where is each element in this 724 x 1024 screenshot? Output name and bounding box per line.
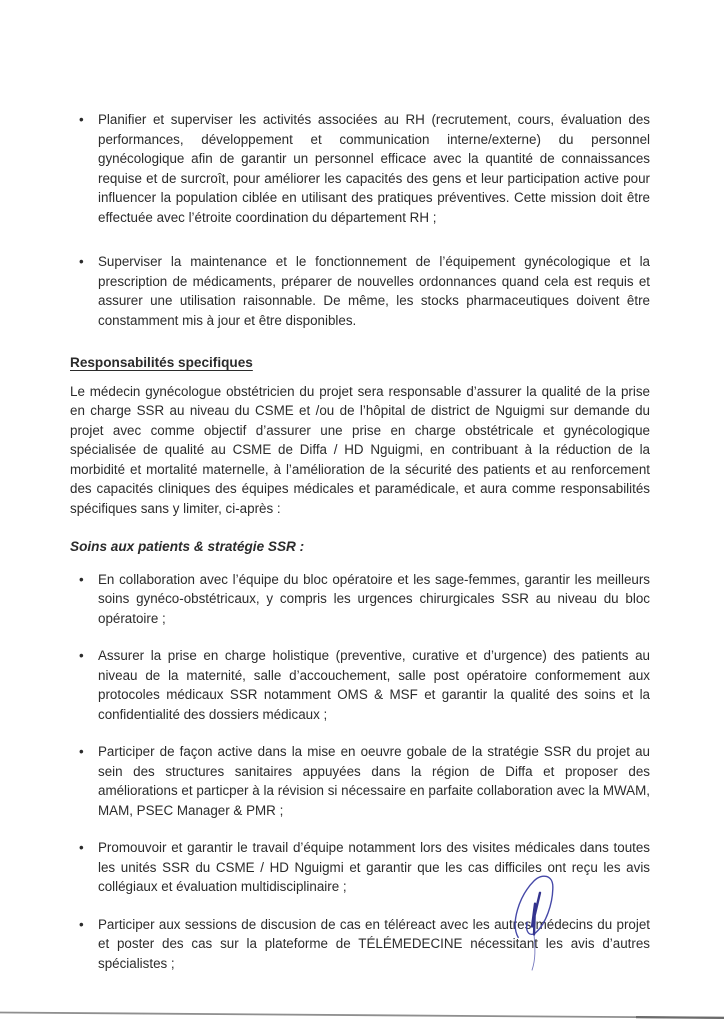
page-scan-edge <box>0 1008 724 1024</box>
bullet-item-bloc-operatoire: • En collaboration avec l’équipe du bloc opératoire et les sage-femmes, garantir les meilleurs soins gynéco-obstétricaux, y compris les urgences chirurgicales SSR au niveau du bloc opératoire ; <box>70 570 650 629</box>
bullet-item-ssr-strategy: • Participer de façon active dans la mise en oeuvre gobale de la stratégie SSR du projet au sein des structures sanitaires appuyées dans la région de Diffa et proposer des améliorations et particper à la révision si nécessaire en parfaite collaboration avec la MWAM, MAM, PSEC Manager & PMR ; <box>70 742 650 820</box>
bullet-item-teamwork: • Promouvoir et garantir le travail d’équipe notamment lors des visites médicales dans toutes les unités SSR du CSME / HD Nguigmi et garantir que les cas difficiles ont reçu les avis collégiaux et évaluation multidisciplinaire ; <box>70 838 650 897</box>
signature-initial-ink <box>506 872 568 976</box>
bullet-item-equipment-maintenance: • Superviser la maintenance et le fonctionnement de l’équipement gynécologique et la prescription de médicaments, préparer de nouvelles ordonnances quand cela est requis et assurer une utilisation raisonnable. De même, les stocks pharmaceutiques doivent être constamment mis à jour et être disponibles. <box>70 252 650 330</box>
bullet-item-rh-planning: • Planifier et superviser les activités associées au RH (recrutement, cours, évaluation des performances, développement et communication interne/externe) du personnel gynécologique afin de garantir un personnel efficace avec la quantité de connaissances requise et de surcroît, pour améliorer les capacités des gens et leur participation active pour influencer la population ciblée en utilisant des pratiques préventives. Cette mission doit être effectuée avec l’étroite coordination du département RH ; <box>70 110 650 227</box>
section-heading-responsibilities: Responsabilités specifiques <box>70 355 253 370</box>
top-bullet-list <box>70 110 650 330</box>
document-content <box>70 110 650 973</box>
responsibilities-intro-paragraph: Le médecin gynécologue obstétricien du projet sera responsable d’assurer la qualité de la prise en charge SSR au niveau du CSME et /ou de l’hôpital de district de Nguigmi sur demande du projet avec comme objectif d’assurer une prise en charge obstétricale et gynécologique spécialisée de qualité au CSME de Diffa / HD Nguigmi, en contribuant à la réduction de la morbidité et mortalité maternelle, à l’amélioration de la sécurité des patients et au renforcement des capacités cliniques des équipes médicales et paramédicale, et aura comme responsabilités spécifiques sans y limiter, ci-après : <box>70 383 650 516</box>
subsection-heading-patient-care: Soins aux patients & stratégie SSR : <box>70 539 305 554</box>
bullet-item-telemedecine: • Participer aux sessions de discusion de cas en téléreact avec les autres médecins du projet et poster des cas sur la plateforme de TÉLÉMEDECINE nécessitant les avis d’autres spécialistes ; <box>70 915 650 974</box>
bullet-item-holistic-care: • Assurer la prise en charge holistique (preventive, curative et d’urgence) des patients au niveau de la maternité, salle d’accouchement, salle post opératoire conformement aux protocoles médicaux SSR notamment OMS & MSF et garantir la qualité des soins et la confidentialité des dossiers médicaux ; <box>70 646 650 724</box>
